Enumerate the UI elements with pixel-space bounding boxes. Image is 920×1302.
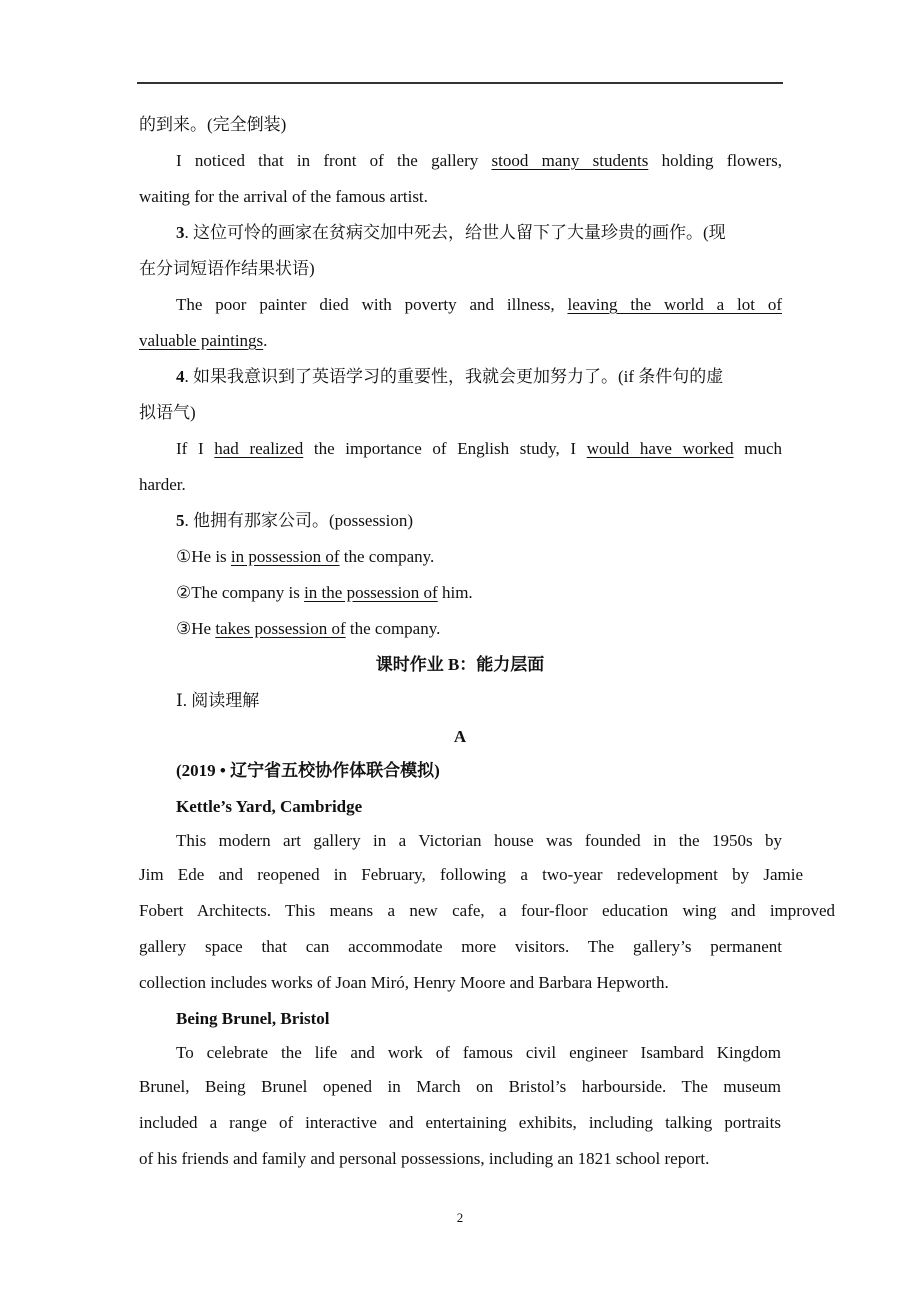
answer-2: I noticed that in front of the gallery stood many students holding flowers, (176, 151, 782, 170)
answer-blank: stood many students (491, 151, 649, 170)
answer-blank: had realized (214, 439, 304, 458)
text-line: harder. (139, 475, 186, 494)
answer-3: The poor painter died with poverty and illness, leaving the world a lot of (176, 295, 782, 314)
header-rule (137, 82, 783, 84)
question-4: 4. 如果我意识到了英语学习的重要性，我就会更加努力了。(if 条件句的虚 (176, 367, 724, 386)
answer-blank: takes possession of (215, 619, 346, 638)
answer-5-1: ①He is in possession of the company. (176, 547, 435, 566)
answer-blank: valuable paintings (139, 331, 264, 350)
paragraph-line: of his friends and family and personal possessions, including an 1821 school report. (139, 1149, 710, 1168)
answer-blank: leaving the world a lot of (567, 295, 782, 314)
text-line: 拟语气) (139, 403, 196, 422)
paragraph-line: To celebrate the life and work of famous civil engineer Isambard Kingdom (176, 1043, 781, 1062)
paragraph-line: collection includes works of Joan Miró, Henry Moore and Barbara Hepworth. (139, 973, 669, 992)
answer-blank: would have worked (586, 439, 734, 458)
text-line: 的到来。(完全倒装) (139, 115, 287, 134)
text-line: waiting for the arrival of the famous artist. (139, 187, 428, 206)
paragraph-line: Jim Ede and reopened in February, following a two-year redevelopment by Jamie (139, 865, 803, 884)
question-5: 5. 他拥有那家公司。(possession) (176, 511, 414, 530)
paragraph-line: included a range of interactive and entertaining exhibits, including talking portraits (139, 1113, 781, 1132)
answer-4: If I had realized the importance of English study, I would have worked much (176, 439, 782, 458)
part-heading: Ⅰ. 阅读理解 (176, 691, 260, 710)
paragraph-line: Brunel, Being Brunel opened in March on Bristol’s harbourside. The museum (139, 1077, 781, 1096)
paragraph-line: gallery space that can accommodate more visitors. The gallery’s permanent (139, 937, 782, 956)
text-line: 在分词短语作结果状语) (139, 259, 315, 278)
section-title: 课时作业 B：能力层面 (375, 655, 545, 674)
paragraph-line: This modern art gallery in a Victorian house was founded in the 1950s by (176, 831, 782, 850)
page-number: 2 (456, 1210, 464, 1225)
heading-being-brunel: Being Brunel, Bristol (176, 1009, 330, 1028)
source-note: (2019 • 辽宁省五校协作体联合模拟) (176, 761, 440, 780)
paragraph-line: Fobert Architects. This means a new cafe, a four-floor education wing and improved (139, 901, 835, 920)
question-3: 3. 这位可怜的画家在贫病交加中死去，给世人留下了大量珍贵的画作。(现 (176, 223, 726, 242)
answer-3-cont: valuable paintings. (139, 331, 268, 350)
answer-5-2: ②The company is in the possession of him. (176, 583, 473, 602)
heading-kettles-yard: Kettle’s Yard, Cambridge (176, 797, 363, 816)
answer-blank: in the possession of (304, 583, 438, 602)
answer-blank: in possession of (230, 547, 340, 566)
passage-label: A (453, 727, 467, 746)
answer-5-3: ③He takes possession of the company. (176, 619, 441, 638)
